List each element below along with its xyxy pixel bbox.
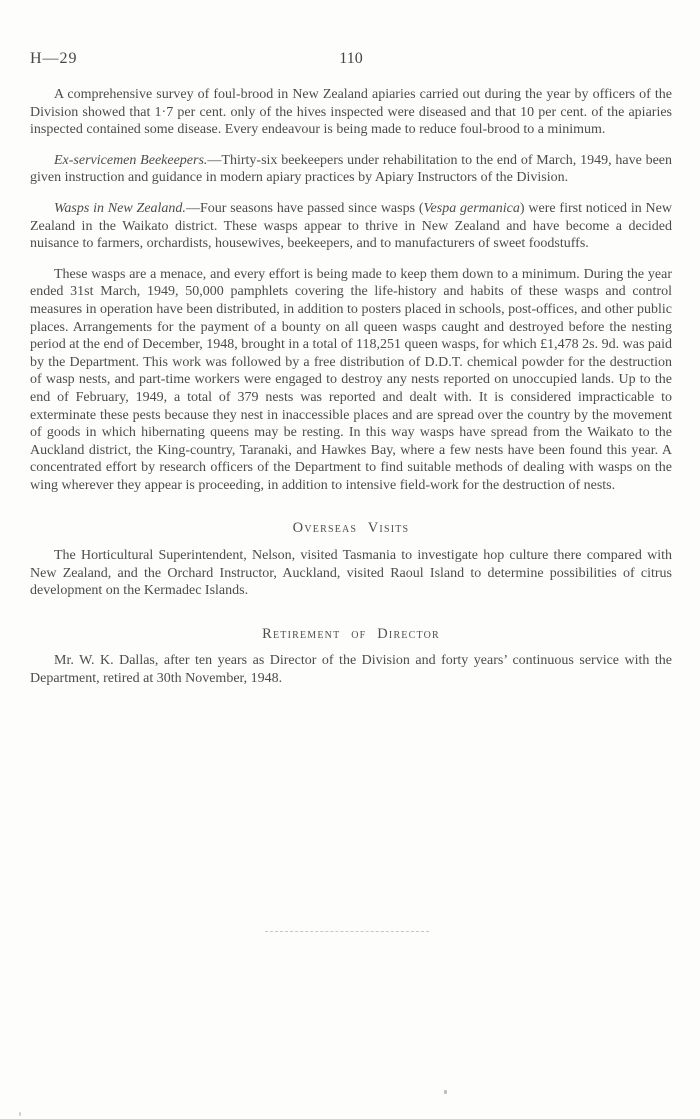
paragraph-ex-servicemen-beekeepers [30,152,672,187]
page-number: 110 [339,50,363,67]
page-body [30,86,672,688]
paragraph-wasps-in-new-zealand [30,200,672,253]
paragraph-wasp-control-measures: These wasps are a menace, and every effort is being made to keep them down to a minimum. During the year ended 31st March, 1949, 50,000 pamphlets covering the life-history and habits of these wasps and control measures in operation have been distributed, in addition to posters placed in schools, post-offices, and other public places. Arrangements for the payment of a bounty on all queen wasps caught and destroyed before the nesting period at the end of December, 1948, brought in a total of 118,251 queen wasps, for which £1,478 2s. 9d. was paid by the Department. This work was followed by a free distribution of D.D.T. chemical powder for the destruction of wasp nests, and part-time workers were engaged to destroy any nests reported on unoccupied lands. Up to the end of February, 1949, a total of 379 nests was reported and dealt with. It is considered impracticable to exterminate these pests because they nest in inaccessible places and are spread over the country by the movement of goods in which hibernating queens may be resting. In this way wasps have spread from the Waikato to the Auckland district, the King-country, Taranaki, and Hawkes Bay, where a few nests have been found this year. A concentrated effort by research officers of the Department to find suitable methods of dealing with wasps on the wing wherever they appear is proceeding, in addition to intensive field-work for the destruction of nests. [30,266,672,493]
scan-speck [444,1090,447,1094]
wasps-text-after-species: ) were first noticed in New Zealand in the Waikato district. These wasps appear to thrive in New Zealand and have become a decided nuisance to farmers, orchardists, housewives, beekeepers, and to manufacturers of sweet foodstuffs. [30,200,672,252]
ex-servicemen-lead-in: Ex-servicemen Beekeepers. [54,152,208,168]
heading-overseas-visits: Overseas Visits [292,520,410,537]
scan-speck [19,1112,21,1116]
paragraph-foul-brood-survey: A comprehensive survey of foul-brood in New Zealand apiaries carried out during the year by officers of the Division showed that 1·7 per cent. only of the hives inspected were diseased and that 10 per cent. of the apiaries inspected contained some disease. Every endeavour is being made to reduce foul-brood to a minimum. [30,87,672,138]
page-header [30,50,672,72]
paragraph-director-retirement: Mr. W. K. Dallas, after ten years as Director of the Division and forty years’ continuous service with the Department, retired at 30th November, 1948. [30,653,672,687]
wasps-species-name: Vespa germanica [423,200,520,216]
ex-servicemen-text: —Thirty-six beekeepers under rehabilitation to the end of March, 1949, have been given instruction and guidance in modern apiary practices by Apiary Instructors of the Division. [30,152,673,186]
paragraph-overseas-visits: The Horticultural Superintendent, Nelson, visited Tasmania to investigate hop culture there compared with New Zealand, and the Orchard Instructor, Auckland, visited Raoul Island to determine possibilities of citrus development on the Kermadec Islands. [30,548,672,599]
wasps-lead-in: Wasps in New Zealand. [54,200,186,216]
heading-retirement-of-director: Retirement of Director [262,625,440,642]
report-code: H—29 [30,50,78,67]
faded-dashed-rule [265,931,429,932]
wasps-text-before-species: —Four seasons have passed since wasps ( [185,200,424,216]
